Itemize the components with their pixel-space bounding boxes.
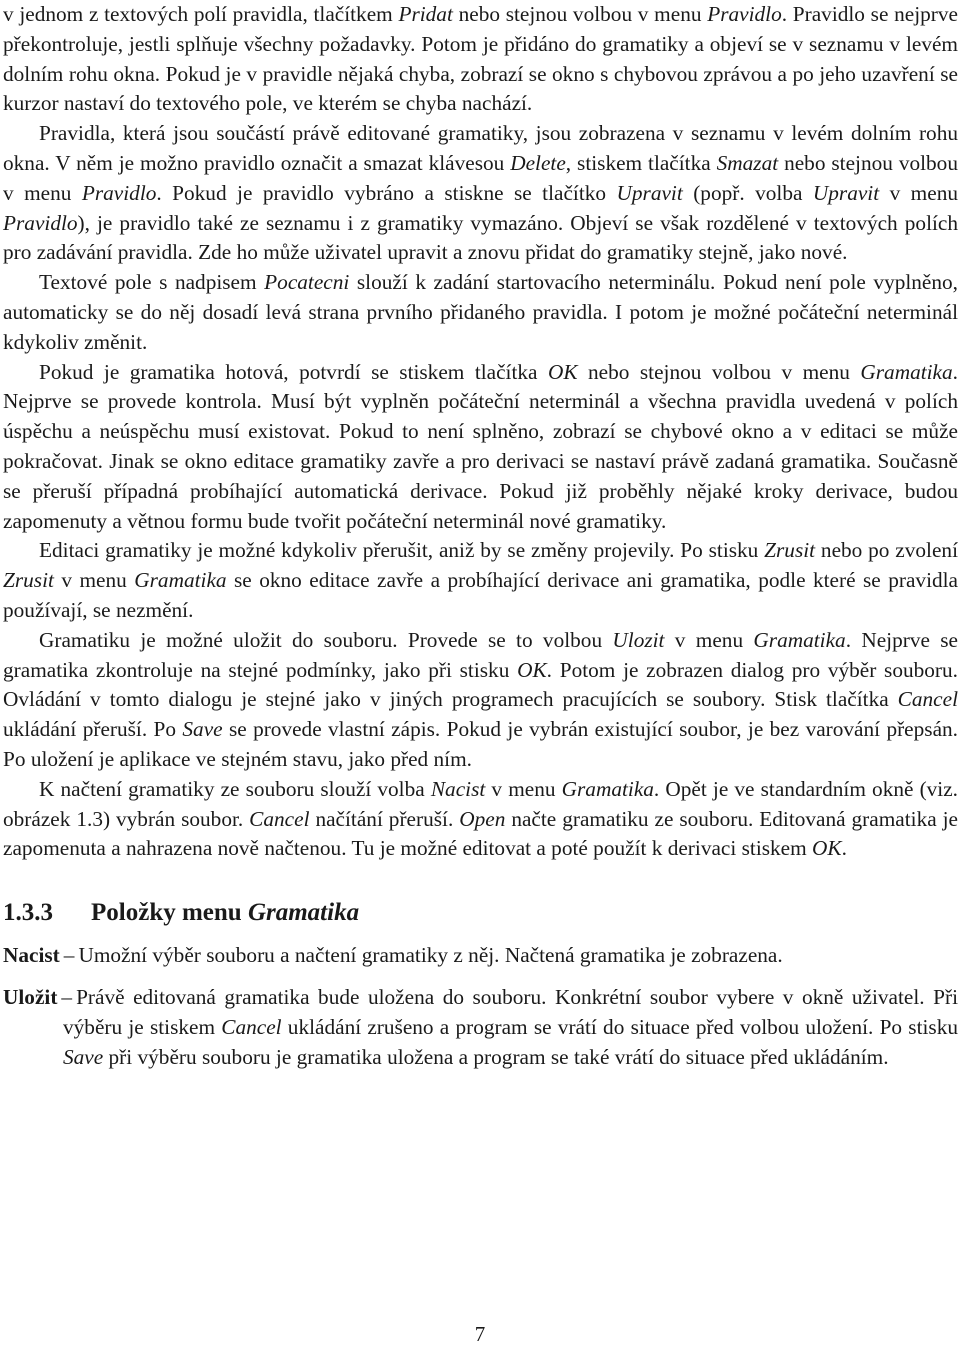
item-dash: –	[63, 943, 75, 968]
italic-term: Save	[63, 1044, 104, 1069]
italic-term: Nacist	[430, 776, 486, 801]
text-run: při výběru souboru je gramatika uložena a program se také vrátí do situace před ukládáním.	[103, 1044, 889, 1069]
item-dash: –	[61, 984, 73, 1009]
paragraph-load-grammar	[3, 775, 958, 864]
italic-term: Pravidlo	[81, 180, 157, 205]
text-run: . Nejprve se gramatika zkontroluje na stejné podmínky, jako při stisku	[3, 627, 958, 682]
text-run: ukládání zrušeno a program se vrátí do situace před volbou uložení. Po stisku	[281, 1014, 958, 1039]
section-title-italic: Gramatika	[247, 899, 360, 927]
text-run: Textové pole s nadpisem	[39, 270, 265, 295]
text-run: (popř. volba	[682, 180, 813, 205]
italic-term: Cancel	[249, 806, 310, 831]
section-number: 1.3.3	[3, 899, 53, 927]
text-run: v jednom z textových polí pravidla, tlačítkem	[3, 2, 399, 26]
paragraph-cancel-edit	[3, 536, 958, 625]
text-run: nebo po zvolení	[815, 538, 958, 563]
italic-term: Zrusit	[3, 568, 54, 593]
text-run: v menu	[879, 180, 958, 205]
text-run: Pravidla, která jsou součástí právě editované gramatiky, jsou zobrazena v seznamu v levém dolním rohu okna. V něm je možno pravidlo označit a smazat klávesou	[3, 121, 958, 175]
italic-term: Open	[459, 806, 506, 831]
text-run: načte gramatiku ze souboru. Editovaná gramatika je zapomenuta a nahrazena nově načtenou. Tu je možné editovat a poté použít k derivaci stiskem	[3, 806, 959, 861]
section-heading	[3, 897, 958, 929]
italic-term: Upravit	[812, 180, 880, 205]
text-run: Pokud je gramatika hotová, potvrdí se stiskem tlačítka	[39, 359, 548, 384]
page-number: 7	[474, 1322, 486, 1346]
italic-term: Cancel	[897, 687, 958, 712]
italic-term: Ulozit	[612, 627, 665, 652]
text-run: .	[841, 836, 847, 861]
text-run: . Pravidlo se nejprve překontroluje, jestli splňuje všechny požadavky. Potom je přidáno do gramatiky a objeví se v seznamu v levém dolním rohu okna. Pokud je v pravidle nějaká chyba, zobrazí se okno s chybovou zprávou a po jeho uzavření se kurzor nastaví do textového pole, ve kterém se chyba nachází.	[3, 2, 958, 116]
italic-term: Upravit	[616, 180, 683, 205]
text-run: nebo stejnou volbou v menu	[452, 2, 708, 26]
text-run: . Potom je zobrazen dialog pro výběr souboru. Ovládání v tomto dialogu je stejné jako v jiných programech pracujících se soubory. Stisk tlačítka	[3, 657, 958, 712]
italic-term: Pridat	[398, 2, 453, 26]
text-run: slouží k zadání startovacího neterminálu. Pokud není pole vyplněno, automaticky se do něj dosadí levá strana prvního přidaného pravidla. I potom je možné počáteční neterminál kdykoliv změnit.	[3, 270, 959, 354]
text-run: v menu	[664, 627, 754, 652]
text-run: načítání přeruší.	[309, 806, 460, 831]
text-run: Právě editovaná gramatika bude uložena do souboru. Konkrétní soubor vybere v okně uživatel. Při výběru je stiskem	[63, 984, 958, 1039]
item-description	[63, 985, 958, 1069]
italic-term: Pocatecni	[264, 270, 350, 295]
text-run: ukládání přeruší. Po	[3, 717, 183, 742]
text-run: , stiskem tlačítka	[565, 150, 717, 175]
text-run: se okno editace zavře a probíhající derivace ani gramatika, podle které se pravidla používají, se nezmění.	[3, 568, 958, 622]
italic-term: Gramatika	[134, 568, 227, 593]
item-term: Uložit	[3, 984, 58, 1009]
item-description	[78, 943, 782, 967]
paragraph-start-symbol	[3, 268, 958, 357]
item-term: Nacist	[3, 943, 60, 968]
italic-term: OK	[547, 359, 578, 384]
text-run: v menu	[53, 568, 135, 593]
text-run: nebo stejnou volbou v menu	[3, 150, 958, 205]
italic-term: Zrusit	[764, 538, 816, 563]
italic-term: Pravidlo	[707, 2, 782, 26]
text-run: . Pokud je pravidlo vybráno a stiskne se tlačítko	[156, 180, 617, 205]
text-run: Editaci gramatiky je možné kdykoliv přerušit, aniž by se změny projevily. Po stisku	[39, 538, 765, 563]
italic-term: Gramatika	[753, 627, 846, 652]
paragraph-rules-add	[3, 0, 958, 119]
italic-term: Cancel	[221, 1014, 282, 1039]
italic-term: Pravidlo	[3, 210, 78, 235]
italic-term: Delete	[510, 150, 566, 175]
paragraph-confirm-grammar	[3, 358, 958, 537]
menu-item-ulozit	[3, 983, 958, 1072]
paragraph-save-grammar	[3, 626, 958, 775]
text-run: . Nejprve se provede kontrola. Musí být vyplněn počáteční neterminál a všechna pravidla uvedená v polích úspěchu a neúspěchu musí existovat. Pokud to není splněno, zobrazí se chybové okno a v editaci se může pokračovat. Jinak se okno editace gramatiky zavře a pro derivaci se nastaví právě zadaná gramatika. Současně se přeruší případná probíhající automatická derivace. Pokud již proběhly nějaké kroky derivace, budou zapomenuty a větnou formu bude tvořit počáteční neterminál nové gramatiky.	[3, 359, 958, 533]
text-run: ), je pravidlo také ze seznamu i z gramatiky vymazáno. Objeví se však rozdělené v textových polích pro zadávání pravidla. Zde ho může uživatel upravit a znovu přidat do gramatiky stejně, jako nové.	[3, 210, 958, 265]
italic-term: OK	[517, 657, 547, 682]
section-title: Položky menu	[91, 899, 242, 927]
menu-item-nacist	[3, 941, 958, 971]
document-page	[3, 0, 958, 1084]
italic-term: OK	[812, 836, 842, 861]
text-run: Umožní výběr souboru a načtení gramatiky z něj. Načtená gramatika je zobrazena.	[78, 943, 783, 968]
italic-term: Gramatika	[860, 359, 953, 384]
text-run: se provede vlastní zápis. Pokud je vybrán existující soubor, je bez varování přepsán. Po uložení je aplikace ve stejném stavu, jako před ním.	[3, 717, 958, 771]
italic-term: Save	[182, 717, 223, 742]
paragraph-rules-list	[3, 119, 958, 268]
text-run: K načtení gramatiky ze souboru slouží volba	[39, 776, 431, 801]
text-run: nebo stejnou volbou v menu	[577, 359, 861, 384]
text-run: Gramatiku je možné uložit do souboru. Provede se to volbou	[39, 627, 613, 652]
text-run: . Opět je ve standardním okně (viz. obrázek 1.3) vybrán soubor.	[3, 776, 959, 831]
text-run: v menu	[485, 776, 562, 801]
italic-term: Smazat	[716, 150, 779, 175]
italic-term: Gramatika	[561, 776, 654, 801]
